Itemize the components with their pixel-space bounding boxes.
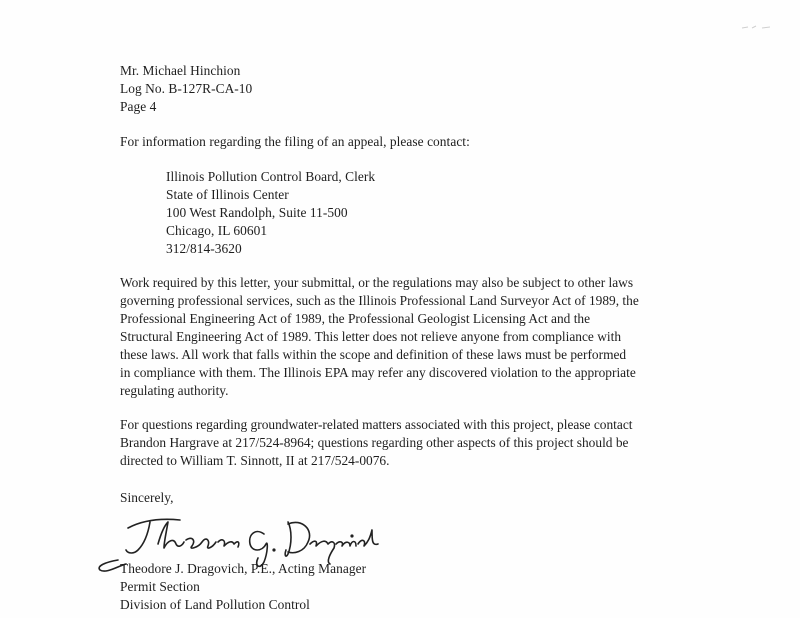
address-line-2: State of Illinois Center: [166, 187, 289, 202]
signatory-name: Theodore J. Dragovich, P.E., Acting Manager: [120, 561, 367, 576]
address-line-1: Illinois Pollution Control Board, Clerk: [166, 169, 376, 184]
scan-artifact: [740, 22, 780, 32]
paragraph-line: directed to William T. Sinnott, II at 217/524-0076.: [120, 453, 390, 468]
address-line-4: Chicago, IL 60601: [166, 223, 268, 238]
recipient-name: Mr. Michael Hinchion: [120, 63, 241, 78]
paragraph-line: Work required by this letter, your submittal, or the regulations may also be subject to other laws: [120, 275, 634, 290]
paragraph-line: Structural Engineering Act of 1989. This letter does not relieve anyone from compliance with: [120, 329, 622, 344]
page-number: Page 4: [120, 99, 157, 114]
log-number: Log No. B-127R-CA-10: [120, 81, 253, 96]
address-phone: 312/814-3620: [166, 241, 242, 256]
signatory-section: Permit Section: [120, 579, 200, 594]
paragraph-line: Professional Engineering Act of 1989, the Professional Geologist Licensing Act and the: [120, 311, 591, 326]
paragraph-line: regulating authority.: [120, 383, 229, 398]
paragraph-line: governing professional services, such as the Illinois Professional Land Surveyor Act of 1989, the: [120, 293, 639, 308]
paragraph-line: For questions regarding groundwater-related matters associated with this project, please contact: [120, 417, 633, 432]
paragraph-line: Brandon Hargrave at 217/524-8964; questions regarding other aspects of this project should be: [120, 435, 629, 450]
address-line-3: 100 West Randolph, Suite 11-500: [166, 205, 348, 220]
compliance-paragraph: [120, 274, 740, 400]
signatory-division: Division of Land Pollution Control: [120, 597, 310, 612]
paragraph-line: in compliance with them. The Illinois EPA may refer any discovered violation to the appropriate: [120, 365, 636, 380]
paragraph-line: these laws. All work that falls within the scope and definition of these laws must be performed: [120, 347, 627, 362]
contacts-paragraph: [120, 416, 740, 470]
appeal-intro: For information regarding the filing of an appeal, please contact:: [120, 134, 470, 149]
closing: Sincerely,: [120, 490, 174, 505]
